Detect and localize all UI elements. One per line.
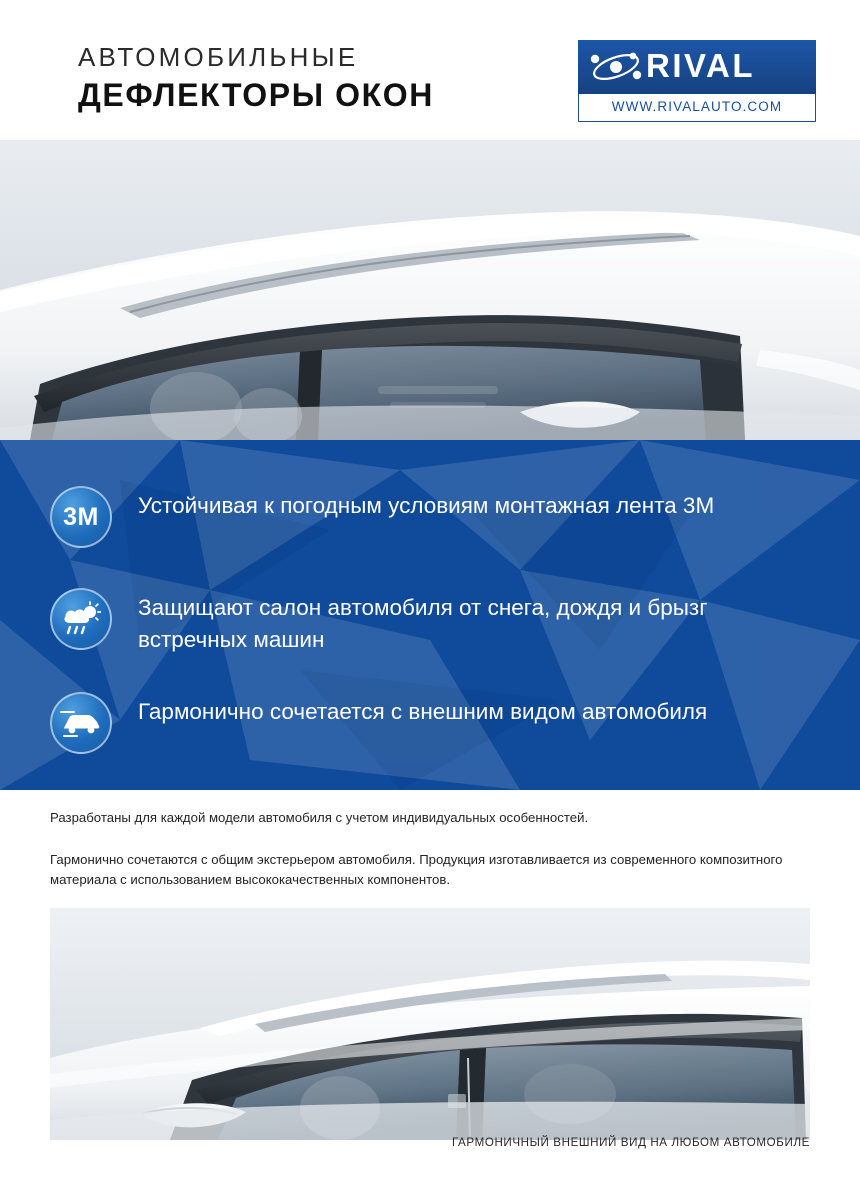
page-title	[78, 44, 434, 111]
feature-text-2: Защищают салон автомобиля от снега, дождя и брызг встречных машин	[138, 595, 708, 652]
logo-badge	[578, 40, 816, 94]
rain-cloud-sun-icon	[50, 588, 112, 650]
feature-item-1	[50, 486, 830, 548]
3m-tape-icon	[50, 486, 112, 548]
features-band	[0, 440, 860, 790]
bottom-photo-caption: ГАРМОНИЧНЫЙ ВНЕШНИЙ ВИД НА ЛЮБОМ АВТОМОБИЛЕ	[451, 1136, 810, 1149]
feature-item-2	[50, 588, 830, 656]
bottom-photo	[50, 908, 810, 1140]
title-line-1: АВТОМОБИЛЬНЫЕ	[78, 42, 359, 72]
rival-atom-icon	[590, 48, 642, 86]
hero-photo	[0, 140, 860, 440]
description-paragraph-2: Гармонично сочетаются с общим экстерьером автомобиля. Продукция изготавливается из современного композитного материала с использованием высококачественных компонентов.	[50, 852, 783, 888]
feature-text-3: Гармонично сочетается с внешним видом автомобиля	[138, 699, 708, 724]
description-paragraph-1: Разработаны для каждой модели автомобиля с учетом индивидуальных особенностей.	[50, 810, 589, 825]
feature-text-1: Устойчивая к погодным условиям монтажная лента 3М	[138, 493, 715, 518]
feature-item-3	[50, 692, 830, 754]
logo-website: WWW.RIVALAUTO.COM	[578, 94, 816, 122]
page-header	[0, 0, 860, 140]
title-line-2: ДЕФЛЕКТОРЫ ОКОН	[78, 76, 434, 113]
logo-wordmark: RIVAL	[646, 47, 756, 84]
3m-tape-icon-label: 3M	[63, 502, 99, 531]
rival-logo	[578, 40, 816, 122]
description-section	[0, 790, 860, 908]
car-aerodynamics-icon	[50, 692, 112, 754]
